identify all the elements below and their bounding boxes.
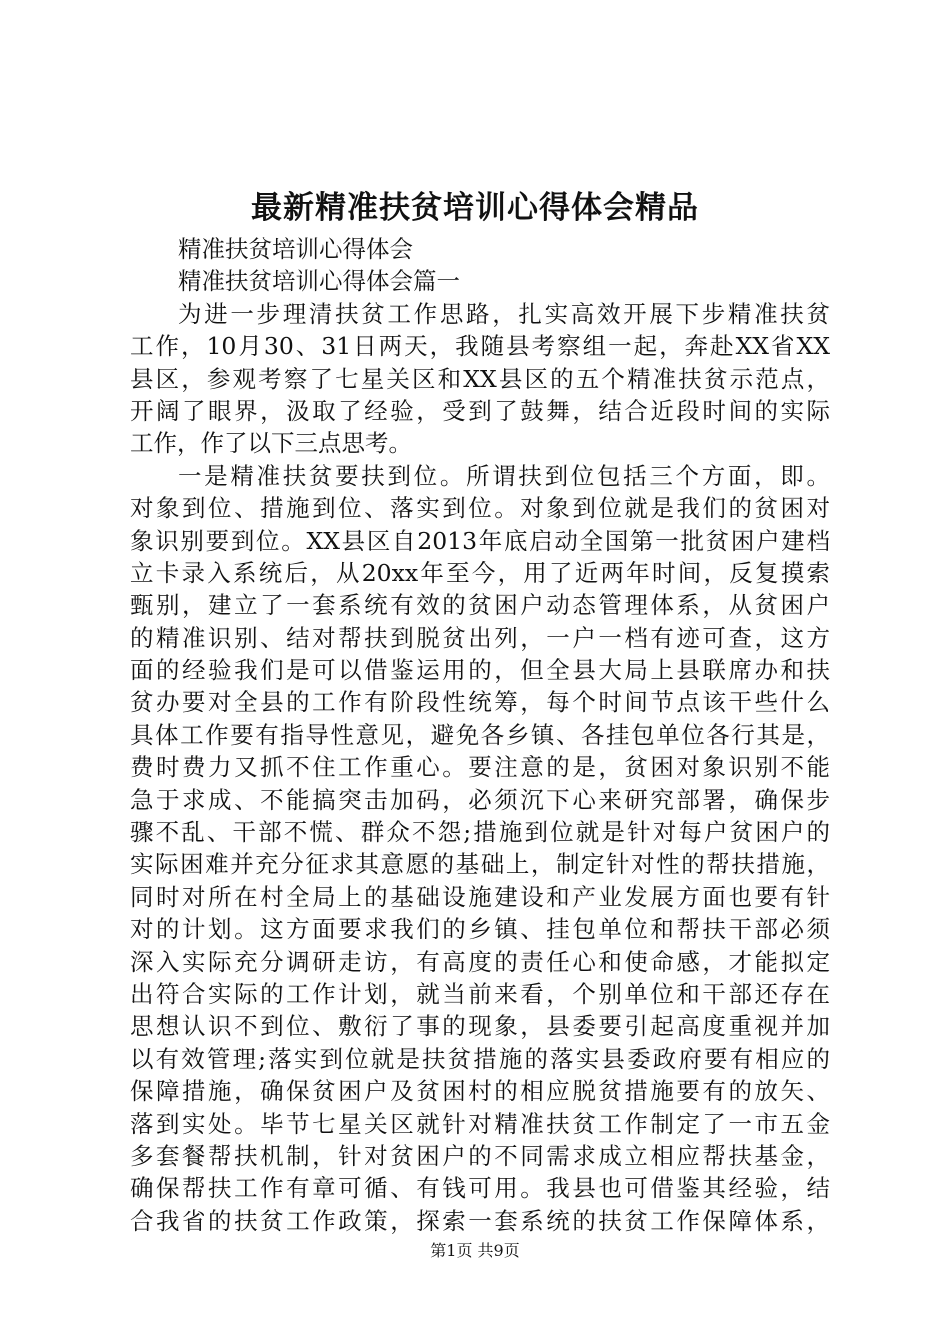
text-line: 立卡录入系统后，从20xx年至今，用了近两年时间，反复摸索 <box>130 558 830 587</box>
text-line: 骤不乱、干部不慌、群众不怨;措施到位就是针对每户贫困户的 <box>130 818 830 847</box>
text-line: 思想认识不到位、敷衍了事的现象，县委要引起高度重视并加 <box>130 1012 830 1041</box>
text-line: 对的计划。这方面要求我们的乡镇、挂包单位和帮扶干部必须 <box>130 915 830 944</box>
text-line: 象识别要到位。XX县区自2013年底启动全国第一批贫困户建档 <box>130 526 830 555</box>
text-line: 精准扶贫培训心得体会 <box>178 235 413 263</box>
text-line: 的精准识别、结对帮扶到脱贫出列，一户一档有迹可查，这方 <box>130 623 830 652</box>
text-line: 对象到位、措施到位、落实到位。对象到位就是我们的贫困对 <box>130 494 830 523</box>
text-line: 甄别，建立了一套系统有效的贫困户动态管理体系，从贫困户 <box>130 591 830 620</box>
text-line: 工作，10月30、31日两天，我随县考察组一起，奔赴XX省XX <box>130 332 830 361</box>
text-line: 面的经验我们是可以借鉴运用的，但全县大局上县联席办和扶 <box>130 656 830 685</box>
text-line: 费时费力又抓不住工作重心。要注意的是，贫困对象识别不能 <box>130 753 830 782</box>
text-line: 一是精准扶贫要扶到位。所谓扶到位包括三个方面，即。 <box>178 461 830 490</box>
text-line: 合我省的扶贫工作政策，探索一套系统的扶贫工作保障体系， <box>130 1206 830 1235</box>
text-line: 急于求成、不能搞突击加码，必须沉下心来研究部署，确保步 <box>130 785 830 814</box>
page-footer: 第1页 共9页 <box>430 1241 520 1260</box>
text-line: 同时对所在村全局上的基础设施建设和产业发展方面也要有针 <box>130 882 830 911</box>
document-title: 最新精准扶贫培训心得体会精品 <box>251 190 699 226</box>
text-line: 为进一步理清扶贫工作思路，扎实高效开展下步精准扶贫 <box>178 299 830 328</box>
text-line: 具体工作要有指导性意见，避免各乡镇、各挂包单位各行其是， <box>130 720 830 749</box>
text-line: 确保帮扶工作有章可循、有钱可用。我县也可借鉴其经验，结 <box>130 1174 830 1203</box>
text-line: 出符合实际的工作计划，就当前来看，个别单位和干部还存在 <box>130 979 830 1008</box>
text-line: 县区，参观考察了七星关区和XX县区的五个精准扶贫示范点， <box>130 364 830 393</box>
text-line: 以有效管理;落实到位就是扶贫措施的落实县委政府要有相应的 <box>130 1044 830 1073</box>
text-line: 落到实处。毕节七星关区就针对精准扶贫工作制定了一市五金 <box>130 1109 830 1138</box>
text-line: 贫办要对全县的工作有阶段性统筹，每个时间节点该干些什么 <box>130 688 830 717</box>
text-line: 工作，作了以下三点思考。 <box>130 429 412 458</box>
text-line: 开阔了眼界，汲取了经验，受到了鼓舞，结合近段时间的实际 <box>130 396 830 425</box>
text-line: 深入实际充分调研走访，有高度的责任心和使命感，才能拟定 <box>130 947 830 976</box>
text-line: 精准扶贫培训心得体会篇一 <box>178 267 460 296</box>
text-line: 保障措施，确保贫困户及贫困村的相应脱贫措施要有的放矢、 <box>130 1077 830 1106</box>
document-body <box>130 233 830 1237</box>
text-line: 实际困难并充分征求其意愿的基础上，制定针对性的帮扶措施， <box>130 850 830 879</box>
text-line: 多套餐帮扶机制，针对贫困户的不同需求成立相应帮扶基金， <box>130 1141 830 1170</box>
